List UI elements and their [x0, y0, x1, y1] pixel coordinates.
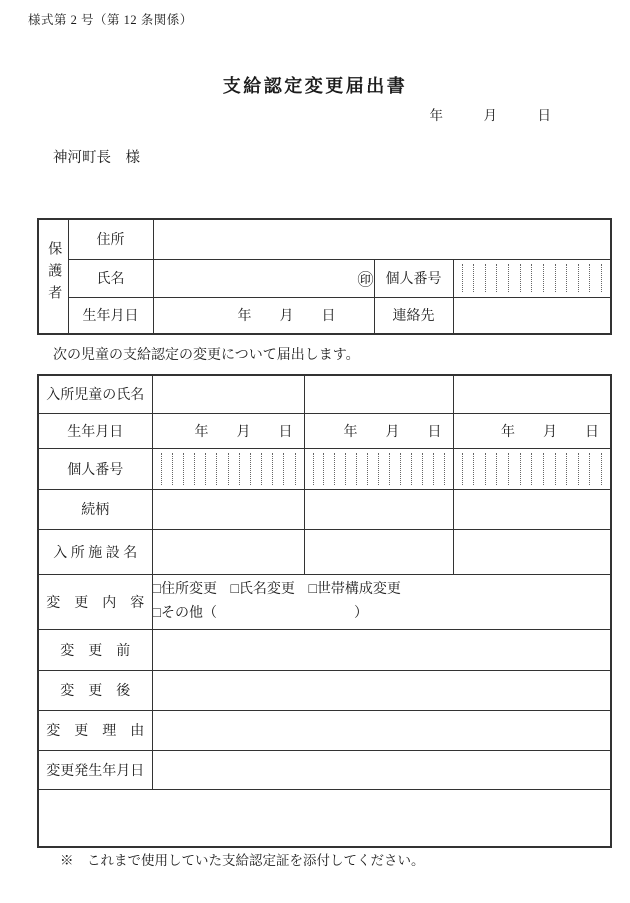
- guardian-group-label-cell: [38, 219, 68, 334]
- checkbox-option-name: □氏名変更: [230, 581, 295, 597]
- seal-mark-icon: ㊞: [357, 271, 374, 289]
- digit-box: [590, 453, 602, 485]
- guardian-name-label: 氏名: [68, 259, 153, 297]
- digit-box: [590, 264, 602, 292]
- form-number: 様式第 2 号（第 12 条関係）: [28, 13, 193, 27]
- digit-box: [240, 453, 251, 485]
- digit-box: [544, 264, 556, 292]
- child-personal-number-label: 個人番号: [38, 448, 152, 489]
- digit-box: [434, 453, 445, 485]
- checkbox-option-address: □住所変更: [152, 581, 217, 597]
- digit-box: [314, 453, 325, 485]
- digit-box: [206, 453, 217, 485]
- digit-box: [544, 453, 556, 485]
- facility-cell-2: [304, 529, 453, 574]
- digit-box: [486, 264, 498, 292]
- digit-box: [463, 453, 475, 485]
- guardian-table: [37, 218, 612, 335]
- guardian-birthdate-label: 生年月日: [68, 297, 153, 334]
- digit-box: [521, 453, 533, 485]
- digit-box: [162, 453, 173, 485]
- child-name-cell-2: [304, 375, 453, 413]
- guardian-personal-number-boxes: [462, 264, 603, 292]
- digit-box: [579, 453, 591, 485]
- addressee: 神河町長 様: [53, 150, 140, 166]
- digit-box: [217, 453, 228, 485]
- child-name-cell-1: [152, 375, 304, 413]
- digit-box: [379, 453, 390, 485]
- change-content-cell: [152, 574, 611, 629]
- digit-box: [284, 453, 295, 485]
- child-name-cell-3: [453, 375, 611, 413]
- digit-box: [579, 264, 591, 292]
- digit-box: [474, 264, 486, 292]
- child-personal-number-boxes-3: [462, 453, 603, 485]
- child-birthdate-cell-1: 年 月 日: [152, 413, 304, 448]
- digit-box: [357, 453, 368, 485]
- digit-box: [173, 453, 184, 485]
- digit-box: [273, 453, 284, 485]
- child-birthdate-cell-2: 年 月 日: [304, 413, 453, 448]
- digit-box: [497, 264, 509, 292]
- child-name-label: 入所児童の氏名: [38, 375, 152, 413]
- guardian-address-label: 住所: [68, 219, 153, 259]
- after-change-cell: [152, 670, 611, 710]
- date-line: 年 月 日: [429, 108, 551, 123]
- guardian-contact-label: 連絡先: [374, 297, 453, 334]
- change-reason-cell: [152, 710, 611, 750]
- digit-box: [195, 453, 206, 485]
- digit-box: [486, 453, 498, 485]
- change-date-cell: [152, 750, 611, 789]
- digit-box: [463, 264, 475, 292]
- digit-box: [567, 264, 579, 292]
- child-birthdate-label: 生年月日: [38, 413, 152, 448]
- relationship-cell-1: [152, 489, 304, 529]
- digit-box: [184, 453, 195, 485]
- facility-cell-3: [453, 529, 611, 574]
- digit-box: [556, 264, 568, 292]
- child-table: [37, 374, 612, 848]
- digit-box: [509, 453, 521, 485]
- digit-box: [390, 453, 401, 485]
- child-birthdate-cell-3: 年 月 日: [453, 413, 611, 448]
- guardian-name-value-cell: [153, 259, 374, 297]
- digit-box: [335, 453, 346, 485]
- intro-text: 次の児童の支給認定の変更について届出します。: [53, 348, 360, 363]
- child-personal-number-cell-3: [453, 448, 611, 489]
- guardian-contact-value-cell: [453, 297, 611, 334]
- digit-box: [412, 453, 423, 485]
- other-close-paren: ）: [353, 605, 368, 621]
- relationship-cell-2: [304, 489, 453, 529]
- child-personal-number-boxes-1: [161, 453, 296, 485]
- guardian-group-label: 保護者: [46, 241, 62, 307]
- guardian-birthdate-value-cell: 年 月 日: [153, 297, 374, 334]
- child-personal-number-cell-2: [304, 448, 453, 489]
- remarks-empty-cell: [38, 789, 611, 847]
- digit-box: [401, 453, 412, 485]
- guardian-personal-number-cell: [453, 259, 611, 297]
- relationship-label: 続柄: [38, 489, 152, 529]
- digit-box: [532, 453, 544, 485]
- digit-box: [262, 453, 273, 485]
- checkbox-option-other: □その他（: [152, 605, 217, 621]
- digit-box: [368, 453, 379, 485]
- digit-box: [497, 453, 509, 485]
- facility-cell-1: [152, 529, 304, 574]
- change-content-label: 変 更 内 容: [38, 574, 152, 629]
- child-personal-number-cell-1: [152, 448, 304, 489]
- digit-box: [423, 453, 434, 485]
- footnote: ※ これまで使用していた支給認定証を添付してください。: [60, 853, 425, 868]
- relationship-cell-3: [453, 489, 611, 529]
- child-personal-number-boxes-2: [313, 453, 445, 485]
- page-title: 支給認定変更届出書: [222, 76, 408, 96]
- before-change-label: 変 更 前: [38, 629, 152, 670]
- change-date-label: 変更発生年月日: [38, 750, 152, 789]
- after-change-label: 変 更 後: [38, 670, 152, 710]
- facility-label: 入 所 施 設 名: [38, 529, 152, 574]
- change-options-line: [153, 578, 611, 602]
- digit-box: [509, 264, 521, 292]
- digit-box: [346, 453, 357, 485]
- digit-box: [567, 453, 579, 485]
- digit-box: [229, 453, 240, 485]
- change-reason-label: 変 更 理 由: [38, 710, 152, 750]
- change-other-line: [153, 602, 611, 626]
- digit-box: [324, 453, 335, 485]
- digit-box: [251, 453, 262, 485]
- digit-box: [556, 453, 568, 485]
- before-change-cell: [152, 629, 611, 670]
- checkbox-option-household: □世帯構成変更: [308, 581, 401, 597]
- guardian-personal-number-label: 個人番号: [374, 259, 453, 297]
- digit-box: [521, 264, 533, 292]
- guardian-address-value-cell: [153, 219, 611, 259]
- digit-box: [474, 453, 486, 485]
- digit-box: [532, 264, 544, 292]
